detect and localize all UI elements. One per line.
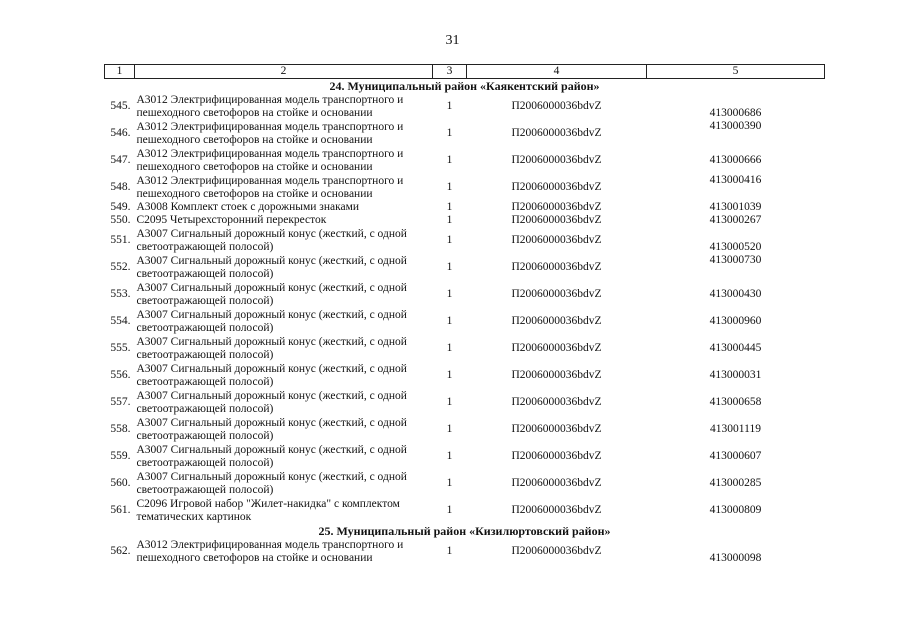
table-row [105, 335, 825, 362]
inventory-table-body [105, 65, 825, 566]
item-name: А3007 Сигнальный дорожный конус (жесткий, с одной светоотражающей полосой) [136, 281, 407, 307]
item-quantity: 1 [446, 396, 453, 408]
item-code: П2006000036bdvZ [511, 154, 602, 166]
table-row [105, 227, 825, 254]
item-quantity: 1 [446, 201, 453, 213]
row-number: 561. [110, 504, 131, 516]
item-code: П2006000036bdvZ [511, 504, 602, 516]
column-header-row [105, 65, 825, 79]
inventory-number: 413000686 [709, 107, 762, 119]
item-quantity: 1 [446, 181, 453, 193]
table-row [105, 470, 825, 497]
row-number: 553. [110, 288, 131, 300]
item-code: П2006000036bdvZ [511, 214, 602, 226]
inventory-number: 413000730 [709, 254, 762, 266]
item-name: А3012 Электрифицированная модель транспортного и пешеходного светофоров на стойке и основании [136, 174, 404, 200]
table-row [105, 538, 825, 565]
row-number: 552. [110, 261, 131, 273]
item-name: А3007 Сигнальный дорожный конус (жесткий, с одной светоотражающей полосой) [136, 227, 407, 253]
item-quantity: 1 [446, 545, 453, 557]
section-title: 24. Муниципальный район «Каякентский район» [329, 78, 600, 93]
row-number: 562. [110, 545, 131, 557]
table-row [105, 120, 825, 147]
inventory-number: 413000445 [709, 342, 762, 354]
item-name: А3007 Сигнальный дорожный конус (жесткий, с одной светоотражающей полосой) [136, 335, 407, 361]
item-quantity: 1 [446, 154, 453, 166]
inventory-number: 413000031 [709, 369, 762, 381]
item-name: А3012 Электрифицированная модель транспортного и пешеходного светофоров на стойке и основании [136, 120, 404, 146]
inventory-number: 413000416 [709, 174, 762, 186]
row-number: 560. [110, 477, 131, 489]
item-code: П2006000036bdvZ [511, 423, 602, 435]
item-code: П2006000036bdvZ [511, 181, 602, 193]
column-header: 4 [467, 65, 647, 79]
table-row [105, 93, 825, 120]
table-row [105, 214, 825, 227]
row-number: 558. [110, 423, 131, 435]
item-quantity: 1 [446, 288, 453, 300]
row-number: 554. [110, 315, 131, 327]
item-code: П2006000036bdvZ [511, 545, 602, 557]
item-name: А3007 Сигнальный дорожный конус (жесткий, с одной светоотражающей полосой) [136, 389, 407, 415]
item-quantity: 1 [446, 214, 453, 226]
item-code: П2006000036bdvZ [511, 477, 602, 489]
column-header: 5 [647, 65, 825, 79]
table-row [105, 281, 825, 308]
row-number: 549. [110, 201, 131, 213]
table-row [105, 201, 825, 214]
column-header: 1 [105, 65, 135, 79]
item-name: А3008 Комплект стоек с дорожными знаками [136, 201, 360, 213]
inventory-number: 413000285 [709, 477, 762, 489]
table-row [105, 416, 825, 443]
item-code: П2006000036bdvZ [511, 201, 602, 213]
item-name: А3007 Сигнальный дорожный конус (жесткий, с одной светоотражающей полосой) [136, 443, 407, 469]
page-number: 31 [445, 33, 460, 48]
item-quantity: 1 [446, 234, 453, 246]
table-row [105, 174, 825, 201]
row-number: 547. [110, 154, 131, 166]
section-title: 25. Муниципальный район «Кизилюртовский район» [318, 523, 611, 538]
table-row [105, 362, 825, 389]
item-quantity: 1 [446, 127, 453, 139]
inventory-number: 413000607 [709, 450, 762, 462]
column-header: 3 [433, 65, 467, 79]
row-number: 559. [110, 450, 131, 462]
inventory-number: 413000658 [709, 396, 762, 408]
item-name: А3007 Сигнальный дорожный конус (жесткий, с одной светоотражающей полосой) [136, 308, 407, 334]
section-heading-row [105, 79, 825, 94]
table-row [105, 254, 825, 281]
item-quantity: 1 [446, 423, 453, 435]
row-number: 548. [110, 181, 131, 193]
table-row [105, 308, 825, 335]
column-header: 2 [135, 65, 433, 79]
item-code: П2006000036bdvZ [511, 127, 602, 139]
row-number: 550. [110, 214, 131, 226]
inventory-number: 413000520 [709, 241, 762, 253]
row-number: 551. [110, 234, 131, 246]
item-name: А3007 Сигнальный дорожный конус (жесткий, с одной светоотражающей полосой) [136, 470, 407, 496]
inventory-number: 413000960 [709, 315, 762, 327]
inventory-number: 413000098 [709, 552, 762, 564]
item-name: А3007 Сигнальный дорожный конус (жесткий, с одной светоотражающей полосой) [136, 416, 407, 442]
item-code: П2006000036bdvZ [511, 315, 602, 327]
item-code: П2006000036bdvZ [511, 234, 602, 246]
item-quantity: 1 [446, 100, 453, 112]
item-code: П2006000036bdvZ [511, 100, 602, 112]
item-code: П2006000036bdvZ [511, 342, 602, 354]
table-row [105, 443, 825, 470]
row-number: 545. [110, 100, 131, 112]
item-quantity: 1 [446, 369, 453, 381]
item-quantity: 1 [446, 477, 453, 489]
item-quantity: 1 [446, 315, 453, 327]
item-name: А3007 Сигнальный дорожный конус (жесткий, с одной светоотражающей полосой) [136, 362, 407, 388]
inventory-number: 413000666 [709, 154, 762, 166]
row-number: 555. [110, 342, 131, 354]
table-row [105, 147, 825, 174]
item-code: П2006000036bdvZ [511, 450, 602, 462]
item-quantity: 1 [446, 261, 453, 273]
item-code: П2006000036bdvZ [511, 261, 602, 273]
item-quantity: 1 [446, 342, 453, 354]
item-name: А3012 Электрифицированная модель транспортного и пешеходного светофоров на стойке и основании [136, 93, 404, 119]
section-heading-row [105, 524, 825, 538]
table-row [105, 389, 825, 416]
table-row [105, 497, 825, 524]
item-code: П2006000036bdvZ [511, 396, 602, 408]
item-name: С2095 Четырехсторонний перекресток [136, 214, 327, 226]
inventory-number: 413000430 [709, 288, 762, 300]
inventory-number: 413000267 [709, 214, 762, 226]
item-quantity: 1 [446, 450, 453, 462]
inventory-number: 413001039 [709, 201, 762, 213]
item-name: С2096 Игровой набор "Жилет-накидка" с комплектом тематических картинок [136, 497, 400, 523]
inventory-number: 413000390 [709, 120, 762, 132]
item-name: А3007 Сигнальный дорожный конус (жесткий, с одной светоотражающей полосой) [136, 254, 407, 280]
inventory-table [104, 64, 825, 565]
row-number: 556. [110, 369, 131, 381]
item-quantity: 1 [446, 504, 453, 516]
inventory-number: 413001119 [710, 423, 761, 435]
row-number: 546. [110, 127, 131, 139]
row-number: 557. [110, 396, 131, 408]
item-name: А3012 Электрифицированная модель транспортного и пешеходного светофоров на стойке и основании [136, 538, 404, 564]
item-name: А3012 Электрифицированная модель транспортного и пешеходного светофоров на стойке и основании [136, 147, 404, 173]
item-code: П2006000036bdvZ [511, 369, 602, 381]
item-code: П2006000036bdvZ [511, 288, 602, 300]
inventory-number: 413000809 [709, 504, 762, 516]
